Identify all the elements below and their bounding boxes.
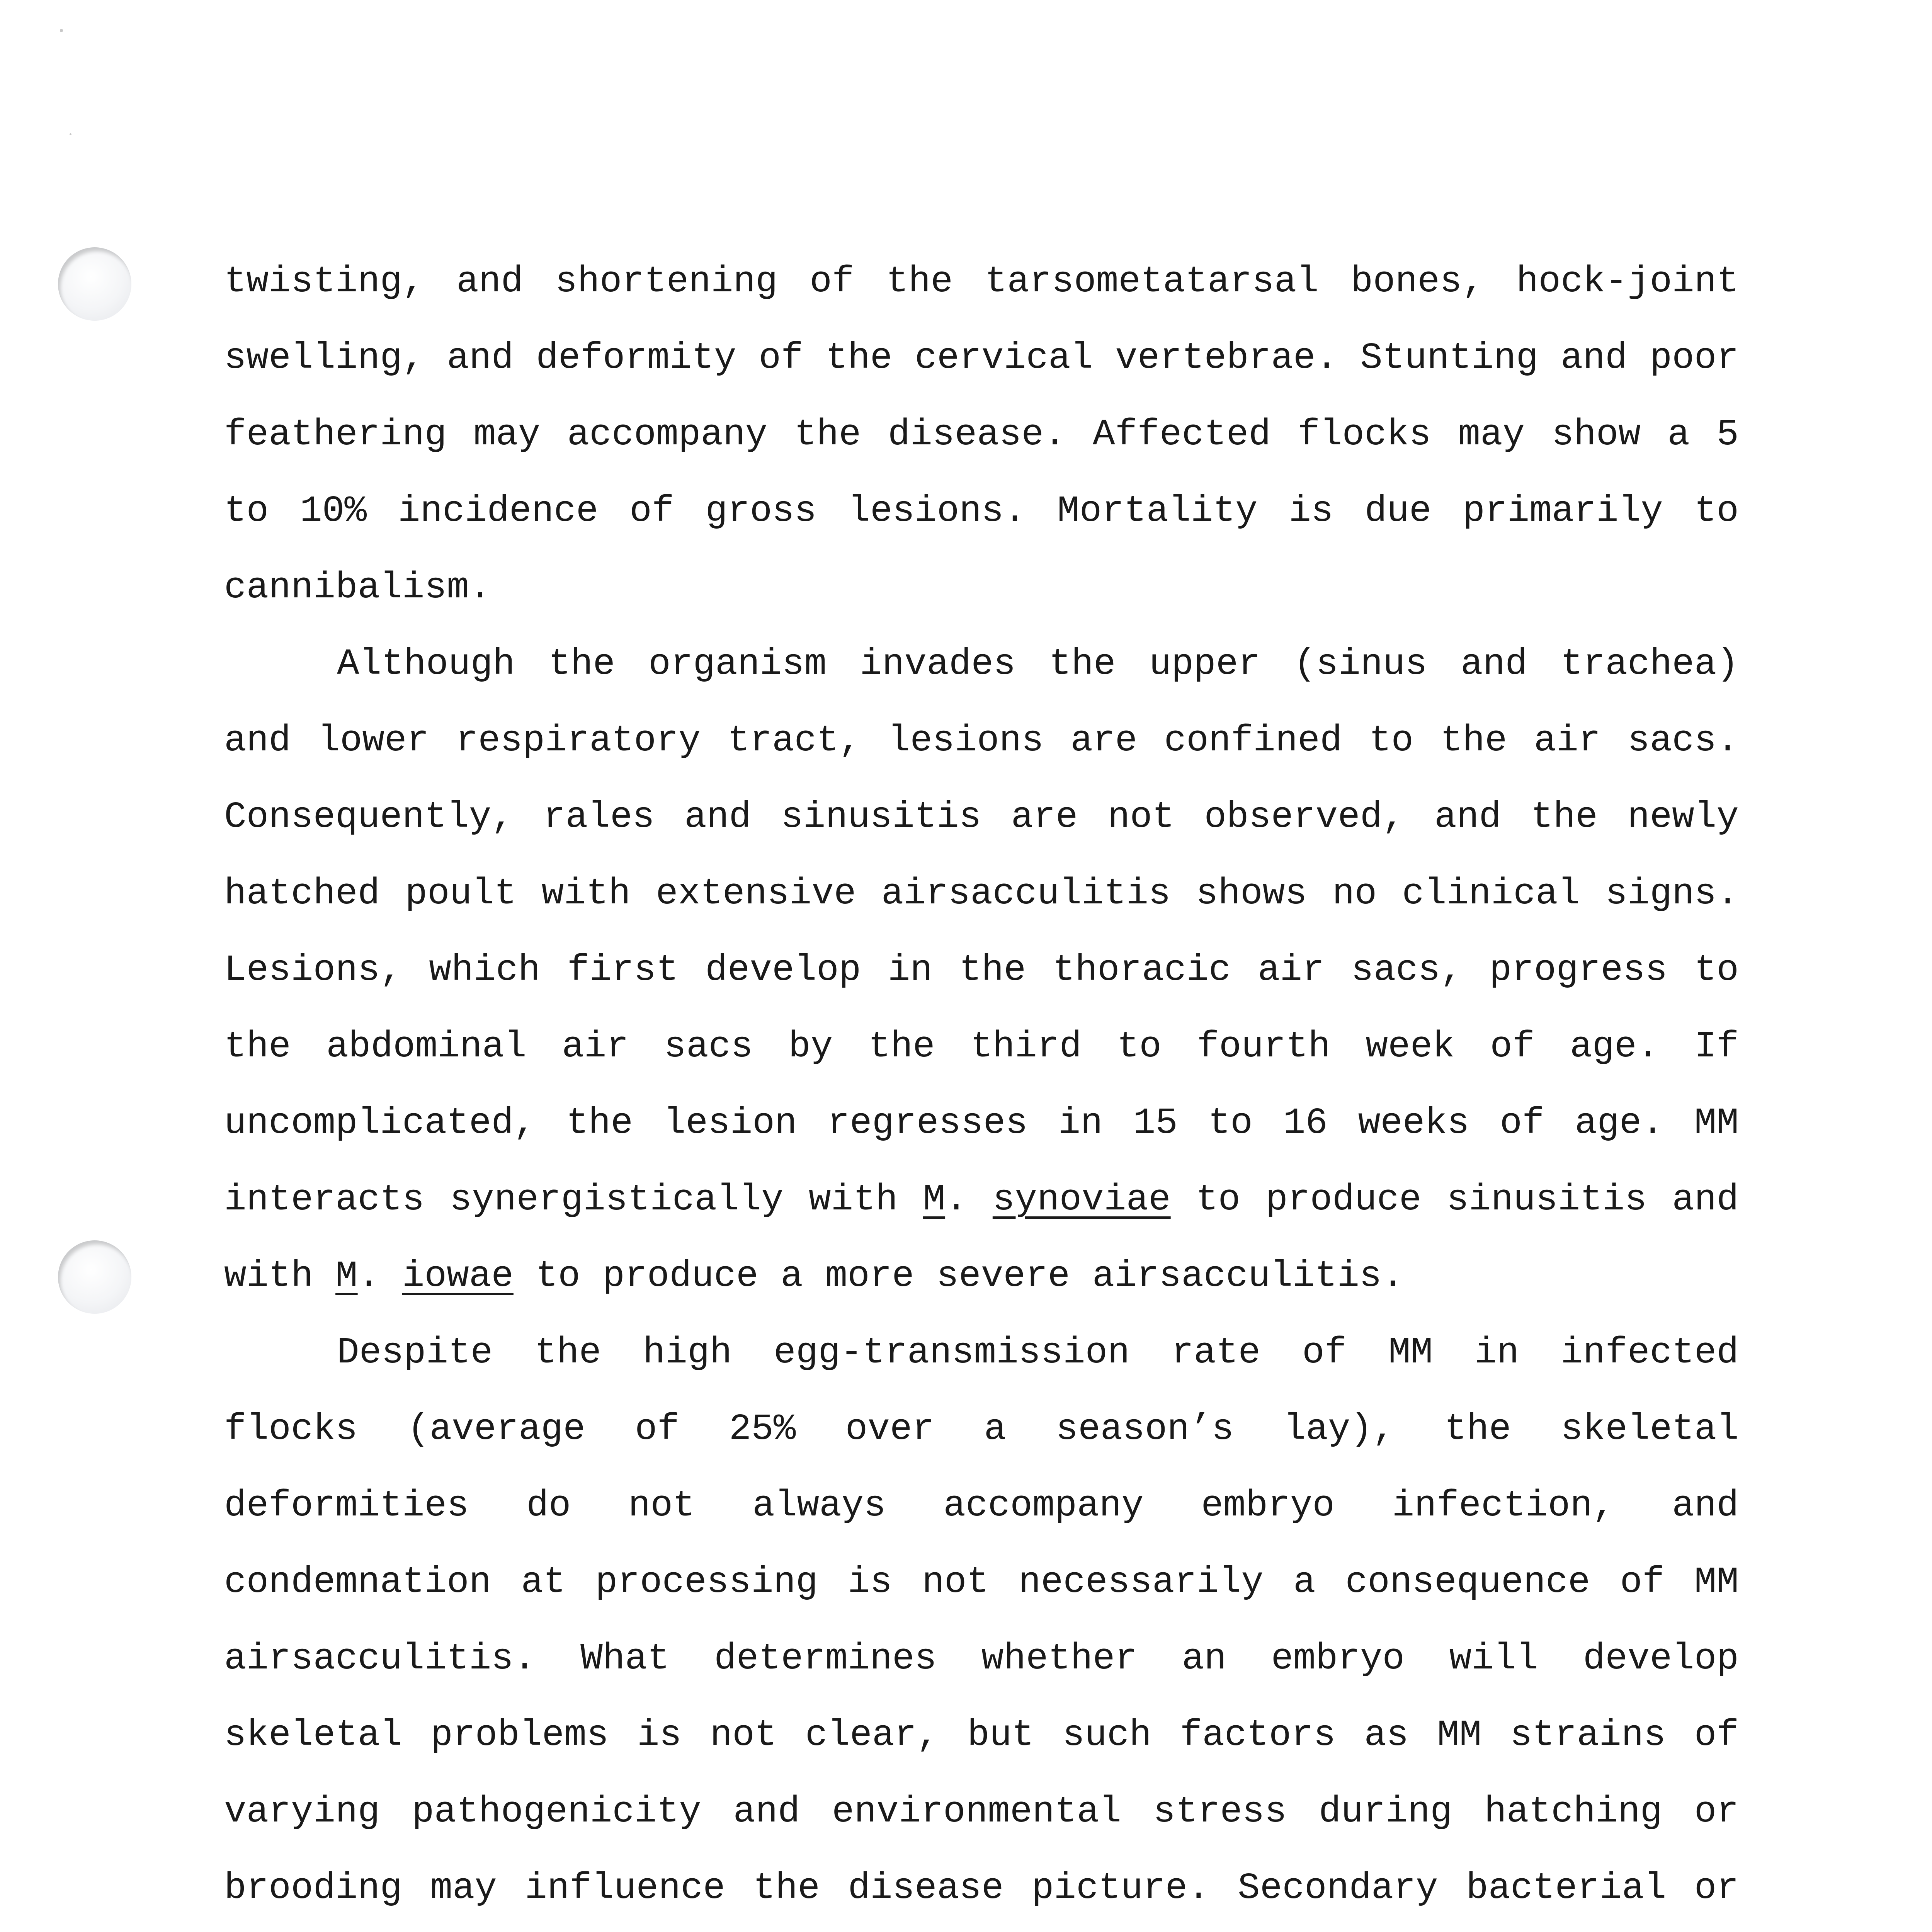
paragraph-1: twisting, and shortening of the tarsometatarsal bones, hock-joint swelling, and deformity of the cervical vertebrae. Stunting and poor feathering may accompany the disease. Affected flocks may show a 5 to 10% incidence of gross lesions. Mortality is due primarily to cannibalism. xyxy=(224,260,1739,609)
binder-hole-middle xyxy=(58,1240,131,1314)
paragraph-2-text-b: to produce sinusitis and with xyxy=(224,1179,1739,1297)
binder-hole-top xyxy=(58,247,131,321)
paragraph-2: Although the organism invades the upper (sinus and trachea) and lower respiratory tract, lesions are confined to the air sacs. Consequently, rales and sinusitis are not observed, and the newly hatched poult with extensive airsacculitis shows no clinical signs. Lesions, which first develop in the thoracic air sacs, progress to the abdominal air sacs by the third to fourth week of age. If uncomplicated, the lesion regresses in 15 to 16 weeks of age. MM interacts synergistically with M. synoviae to produce sinusitis and with M. iowae to produce a more severe airsacculitis. xyxy=(224,643,1739,1297)
genus-abbrev-2: M xyxy=(335,1255,358,1297)
paragraph-2-text-c: to produce a more severe airsacculitis. xyxy=(536,1255,1404,1297)
genus-abbrev-1: M xyxy=(923,1179,946,1221)
scan-speck xyxy=(60,29,63,32)
body-text xyxy=(224,243,1739,1932)
scan-speck xyxy=(70,133,71,135)
species-name-iowae: iowae xyxy=(402,1255,514,1297)
species-name-synoviae: synoviae xyxy=(992,1179,1171,1221)
paragraph-3: Despite the high egg-transmission rate of MM in infected flocks (average of 25% over a season’s lay), the skeletal deformities do not always accompany embryo infection, and condemnation at processing is not necessarily a consequence of MM airsacculitis. What determines whether an embryo will develop skeletal problems is not clear, but such factors as MM strains of varying pathogenicity and environmental stress during hatching or brooding may influence the disease picture. Secondary bacterial or xyxy=(224,1332,1739,1909)
paragraph-2-text-a: Although the organism invades the upper (sinus and trachea) and lower respiratory tract, lesions are confined to the air sacs. Consequently, rales and sinusitis are not observed, and the newly hatched poult with extensive airsacculitis shows no clinical signs. Lesions, which first develop in the thoracic air sacs, progress to the abdominal air sacs by the third to fourth week of age. If uncomplicated, the lesion regresses in 15 to 16 weeks of age. MM interacts synergistically with xyxy=(224,643,1739,1221)
